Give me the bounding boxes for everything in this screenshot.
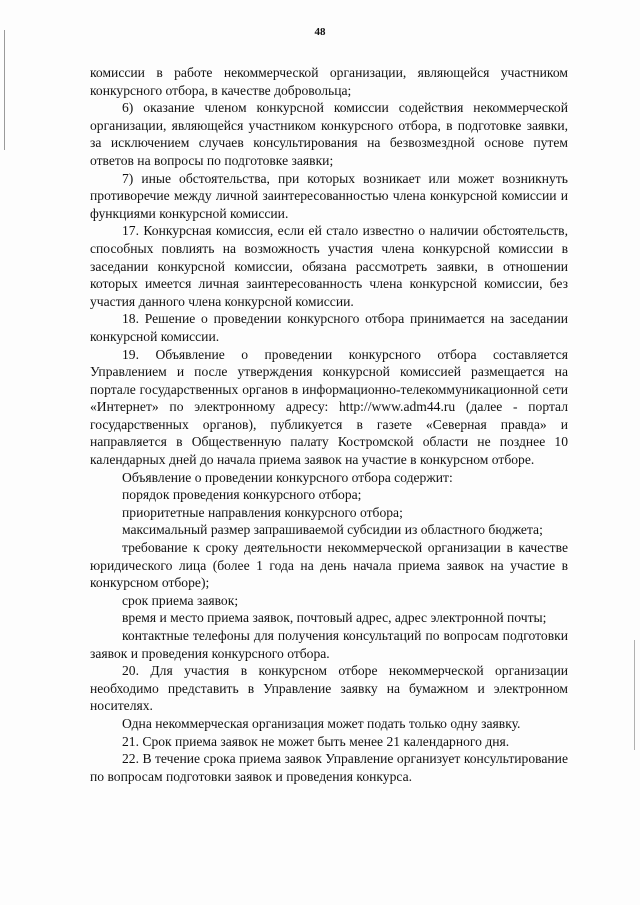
paragraph: 20. Для участия в конкурсном отборе некоммерческой организации необходимо представить в Управление заявку на бумажном и электронном носителях.	[90, 663, 568, 714]
paragraph: контактные телефоны для получения консультаций по вопросам подготовки заявок и проведения конкурсного отбора.	[90, 628, 568, 661]
page-number: 48	[314, 26, 326, 38]
paragraph: 21. Срок приема заявок не может быть менее 21 календарного дня.	[122, 733, 510, 749]
paragraph: максимальный размер запрашиваемой субсидии из областного бюджета;	[122, 522, 543, 538]
paragraph: срок приема заявок;	[122, 592, 239, 608]
paragraph: 17. Конкурсная комиссия, если ей стало известно о наличии обстоятельств, способных повлиять на возможность участия члена конкурсной комиссии в заседании конкурсной комиссии, обязана рассмотреть заявки, в отношении которых имеется личная заинтересованность члена конкурсной комиссии, без участия данного члена конкурсной комиссии.	[90, 223, 568, 309]
paragraph: 18. Решение о проведении конкурсного отбора принимается на заседании конкурсной комиссии.	[90, 311, 568, 344]
paragraph: Объявление о проведении конкурсного отбора содержит:	[122, 469, 453, 485]
paragraph: комиссии в работе некоммерческой организации, являющейся участником конкурсного отбора, в качестве добровольца;	[90, 65, 568, 98]
paragraph: порядок проведения конкурсного отбора;	[122, 487, 362, 503]
paragraph: требование к сроку деятельности некоммерческой организации в качестве юридического лица (более 1 года на день начала приема заявок на участие в конкурсном отборе);	[90, 540, 568, 591]
paragraph: Одна некоммерческая организация может подать только одну заявку.	[122, 715, 521, 731]
scan-edge-line	[634, 640, 635, 750]
paragraph: время и место приема заявок, почтовый адрес, адрес электронной почты;	[122, 610, 547, 626]
paragraph: 6) оказание членом конкурсной комиссии содействия некоммерческой организации, являющейся участником конкурсного отбора, в подготовке заявки, за исключением случаев консультирования на безвозмездной основе путем ответов на вопросы по подготовке заявки;	[90, 100, 568, 168]
paragraph: 22. В течение срока приема заявок Управление организует консультирование по вопросам подготовки заявок и проведения конкурса.	[90, 751, 568, 784]
paragraph: 7) иные обстоятельства, при которых возникает или может возникнуть противоречие между личной заинтересованностью члена конкурсной комиссии и функциями конкурсной комиссии.	[90, 170, 568, 221]
scan-edge-line	[4, 30, 5, 150]
paragraph: приоритетные направления конкурсного отбора;	[122, 504, 403, 520]
document-body	[90, 64, 568, 785]
paragraph: 19. Объявление о проведении конкурсного отбора составляется Управлением и после утверждения конкурсной комиссией размещается на портале государственных органов в информационно-телекоммуникационной сети «Интернет» по электронному адресу: http://www.adm44.ru (далее - портал государственных органов), публикуется в газете «Северная правда» и направляется в Общественную палату Костромской области не позднее 10 календарных дней до начала приема заявок на участие в конкурсном отборе.	[90, 346, 568, 468]
